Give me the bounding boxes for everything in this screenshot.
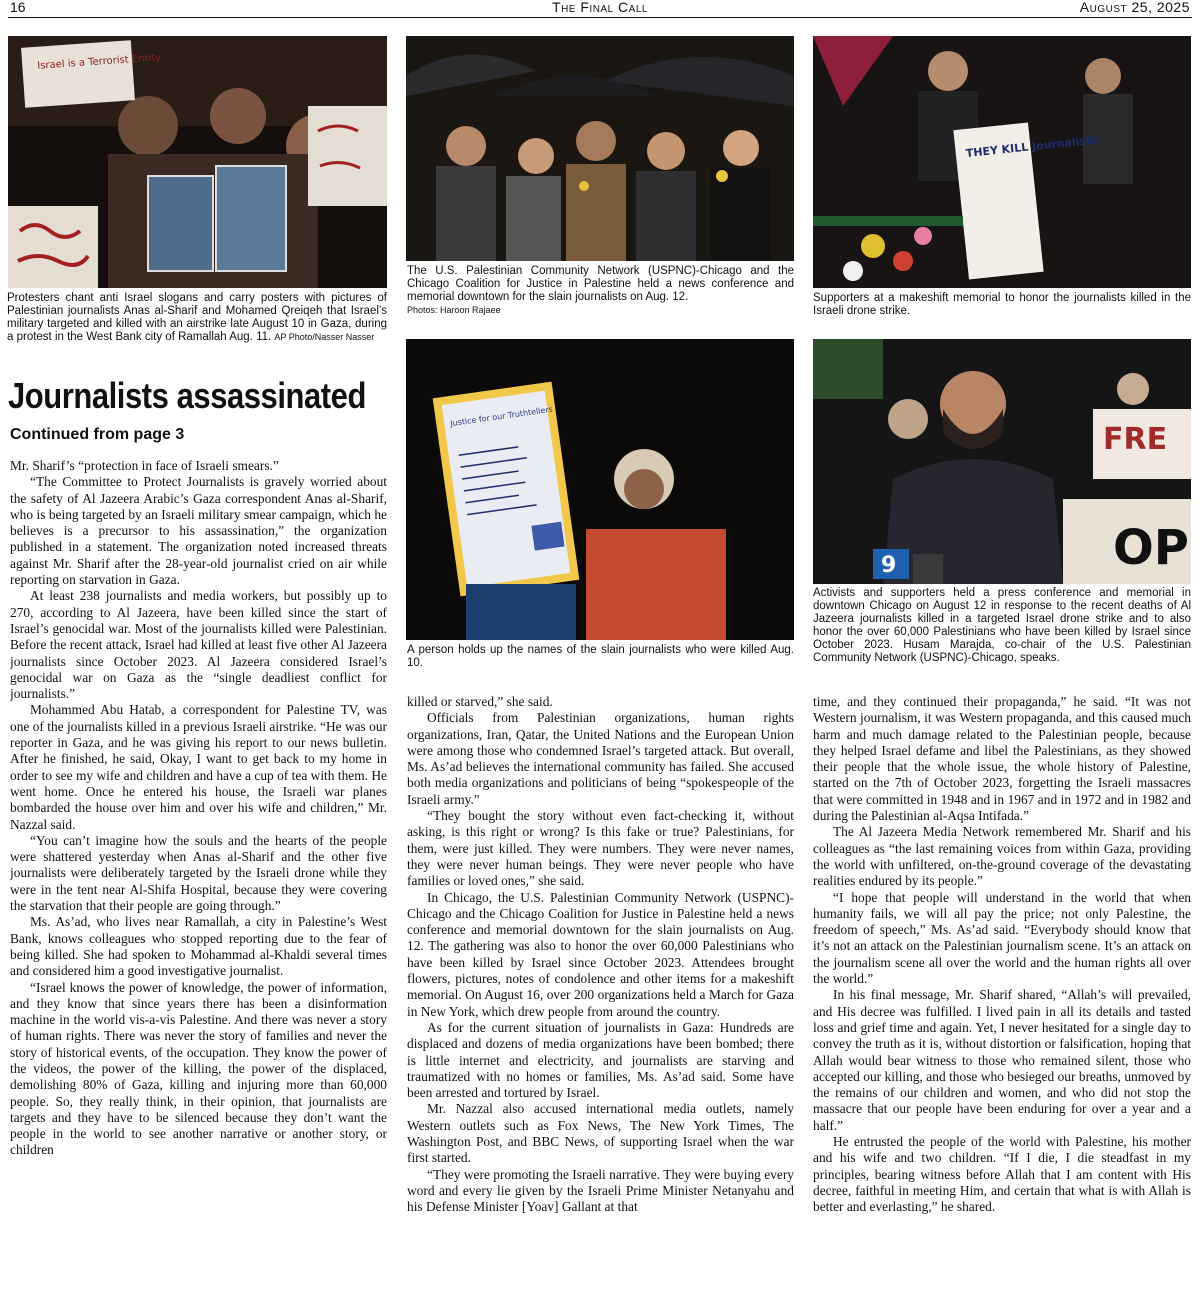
continued-from-label: Continued from page 3	[10, 426, 185, 443]
svg-text:9: 9	[881, 553, 897, 578]
article-column-1	[10, 458, 387, 1290]
svg-text:Israel is a Terrorist Entity: Israel is a Terrorist Entity	[36, 52, 162, 72]
caption-makeshift-memorial	[813, 292, 1191, 318]
page-number: 16	[10, 0, 26, 15]
paragraph: Mr. Nazzal also accused international media outlets, namely Western outlets such as Fox News, The New York Times, The Washington Post, and BBC News, of supporting Israel when the war first started.	[407, 1101, 794, 1166]
photo-chicago-news-conference	[406, 36, 794, 261]
paragraph: “They were promoting the Israeli narrative. They were buying every word and every lie given by the Israeli Prime Minister Netanyahu and his Defense Minister [Yoav] Gallant at that	[407, 1166, 794, 1215]
paragraph: Mr. Sharif’s “protection in face of Israeli smears.”	[10, 458, 279, 473]
photo-makeshift-memorial	[813, 36, 1191, 288]
caption-chicago-news-conference	[407, 265, 794, 317]
paragraph: As for the current situation of journalists in Gaza: Hundreds are displaced and dozens of media organizations have been bombed; there is little internet and electricity, and journalists are starving and traumatized with no homes or families, Ms. As’ad said. Some have been arrested and tortured by Israel.	[407, 1019, 794, 1101]
paragraph: time, and they continued their propaganda,” he said. “It was not Western journalism, it was Western propaganda, and this caused much harm and much damage related to the Palestinian people, because they helped Israel defame and libel the Palestinians, as they showed their people that the whole issue, the whole history of Palestine, started on the 7th of October 2023, forgetting the Israeli massacres that were committed in 1948 and in 1967 and in 1972 and in 1982 and during the Palestinian al-Aqsa Intifada.”	[813, 694, 1191, 824]
paragraph: At least 238 journalists and media workers, but possibly up to 270, according to Al Jazeera, have been killed since the start of Israel’s genocidal war. Most of the journalists killed were Palestinian. Before the recent attack, Israel had killed at least five other Al Jazeera journalists since October 2023. Al Jazeera considered Israel’s genocidal war on Gaza as the “single deadliest conflict for journalists.”	[10, 588, 387, 702]
caption-speaker-press-conference	[813, 587, 1191, 665]
photo-speaker-press-conference	[813, 339, 1191, 584]
masthead	[8, 0, 1192, 18]
caption-text: Supporters at a makeshift memorial to honor the journalists killed in the Israeli drone strike.	[813, 292, 1191, 317]
paragraph: “The Committee to Protect Journalists is gravely worried about the safety of Al Jazeera Arabic’s Gaza correspondent Anas al-Sharif, who is being targeted by an Israeli military smear campaign, which he believes is a precursor to his assassination,” the organization published in a statement. The organization noted increased threats against Mr. Sharif after the 28-year-old journalist cried on air while reporting on starvation in Gaza.	[10, 474, 387, 588]
paragraph: “You can’t imagine how the souls and the hearts of the people were shattered yesterday when Anas al-Sharif and the other five journalists were deliberately targeted by the Israeli drone while they were in the tent near Al-Shifa Hospital, because they were covering the starvation that their people are going through.”	[10, 832, 387, 914]
caption-names-poster	[407, 644, 794, 670]
paragraph: The Al Jazeera Media Network remembered Mr. Sharif and his colleagues as “the last remaining voices from within Gaza, providing the world with unfiltered, on-the-ground coverage of the devastating realities endured by its people.”	[813, 824, 1191, 889]
caption-text: A person holds up the names of the slain journalists who were killed Aug. 10.	[407, 644, 794, 669]
paragraph: Officials from Palestinian organizations, human rights organizations, Iran, Qatar, the United Nations and the European Union were among those who condemned Israel’s targeted attack. But overall, Ms. As’ad believes the international community has failed. She accused both media organizations and politicians of being “spokespeople of the Israeli army.”	[407, 710, 794, 807]
paragraph: “Israel knows the power of knowledge, the power of information, and they know that since years there has been a disinformation machine in the world vis-a-vis Palestine. And there was never a story of human rights. There was never the story of families and never the story of historical events, of the occupation. They know the power of the videos, the power of the killing, the power of the displaced, demolishing 80% of Gaza, killing and injuring more than 60,000 people. So, they really think, in their opinion, that journalists are targets and they have to be silenced because they don’t want the people in the world to see another narrative or another story, or children	[10, 979, 387, 1158]
photo-names-poster	[406, 339, 794, 640]
caption-text: The U.S. Palestinian Community Network (USPNC)-Chicago and the Chicago Coalition for Justice in Palestine held a news conference and memorial downtown for the slain journalists on Aug. 12.	[407, 265, 794, 303]
photo-chicago-news-conference-image	[406, 36, 794, 261]
photo-names-poster-image	[406, 339, 794, 640]
caption-text: Protesters chant anti Israel slogans and carry posters with pictures of Palestinian journalists Anas al-Sharif and Mohamed Qreiqeh that Israel’s military targeted and killed with an airstrike late August 10 in Gaza, during a protest in the West Bank city of Ramallah Aug. 11.	[7, 292, 387, 343]
photo-ramallah-protest-image	[8, 36, 387, 288]
paragraph: killed or starved,” she said.	[407, 694, 553, 709]
paragraph: In Chicago, the U.S. Palestinian Community Network (USPNC)-Chicago and the Chicago Coalition for Justice in Palestine held a news conference and memorial downtown for the slain journalists on Aug. 12. The gathering was also to honor the over 60,000 Palestinians who have been killed by Israel since October 2023. Attendees brought flowers, pictures, notes of condolence and other items for a makeshift memorial. On August 16, over 200 organizations held a March for Gaza in New York, which drew people from around the country.	[407, 889, 794, 1019]
paragraph: Ms. As’ad, who lives near Ramallah, a city in Palestine’s West Bank, knows colleagues who stopped reporting due to the fear of being killed. She had spoken to Mohammad al-Khaldi several times and considered him a good investigative journalist.	[10, 914, 387, 979]
photo-credit: Photos: Haroon Rajaee	[407, 305, 501, 315]
svg-text:THEY KILL Journalists: THEY KILL Journalists	[965, 133, 1099, 161]
paragraph: “They bought the story without even fact-checking it, without asking, is this right or wrong? Is this fake or true? Palestinians, for them, were just killed. They were numbers. They were never names, they were never human beings. They were never people who have families or loved ones,” she said.	[407, 808, 794, 889]
svg-text:OP: OP	[1113, 520, 1189, 576]
issue-date: August 25, 2025	[1079, 0, 1190, 15]
photo-makeshift-memorial-image	[813, 36, 1191, 288]
paragraph: “I hope that people will understand in the world that when humanity fails, we will all pay the price; not only Palestine, the freedom of speech,” Ms. As’ad said. “Everybody should know that it’s not an attack on the Palestinian journalism scene. It’s an attack on the journalism scene all over the world and the human rights all over the world.”	[813, 889, 1191, 987]
photo-speaker-press-conference-image	[813, 339, 1191, 584]
article-headline: Journalists assassinated	[8, 375, 366, 416]
svg-text:FRE: FRE	[1103, 422, 1168, 457]
svg-text:Justice for our Truthtellers: Justice for our Truthtellers	[449, 404, 554, 429]
photo-credit: AP Photo/Nasser Nasser	[274, 332, 375, 342]
article-column-2	[407, 694, 794, 1290]
caption-text: Activists and supporters held a press conference and memorial in downtown Chicago on August 12 in response to the recent deaths of Al Jazeera journalists killed in a targeted Israel drone strike and to also honor the over 60,000 Palestinians who have been killed by Israel since October 2023. Husam Marajda, co-chair of the U.S. Palestinian Community Network (USPNC)-Chicago, speaks.	[813, 587, 1191, 664]
photo-ramallah-protest	[8, 36, 387, 288]
article-column-3	[813, 694, 1191, 1290]
paragraph: In his final message, Mr. Sharif shared, “Allah’s will prevailed, and His decree was fulfilled. I lived pain in all its details and tasted loss and grief time and again. Yet, I never hesitated for a single day to convey the truth as it is, without distortion or falsification, hoping that Allah would bear witness to those who remained silent, those who accepted our killing, and those who besieged our breaths, unmoved by the remains of our children and women, and who did not stop the massacre that our people have been enduring for over a year and a half.”	[813, 987, 1191, 1133]
paragraph: Mohammed Abu Hatab, a correspondent for Palestine TV, was one of the journalists killed in a previous Israeli airstrike. “He was our reporter in Gaza, and he was giving his report to our news bulletin. After he finished, he said, Okay, I want to get back to my home in order to see my wife and children and have a cup of tea with them. He went home. Once he entered his house, the Israeli war planes bombarded the house over him and over his wife and children,” Mr. Nazzal said.	[10, 702, 387, 832]
caption-ramallah-protest	[7, 292, 387, 344]
paragraph: He entrusted the people of the world with Palestine, his mother and his wife and two children. “If I die, I die steadfast in my principles, bearing witness before Allah that I am content with His decree, faithful in meeting Him, and certain that what is with Allah is better and everlasting,” he shared.	[813, 1134, 1191, 1215]
paper-name: The Final Call	[552, 0, 648, 15]
